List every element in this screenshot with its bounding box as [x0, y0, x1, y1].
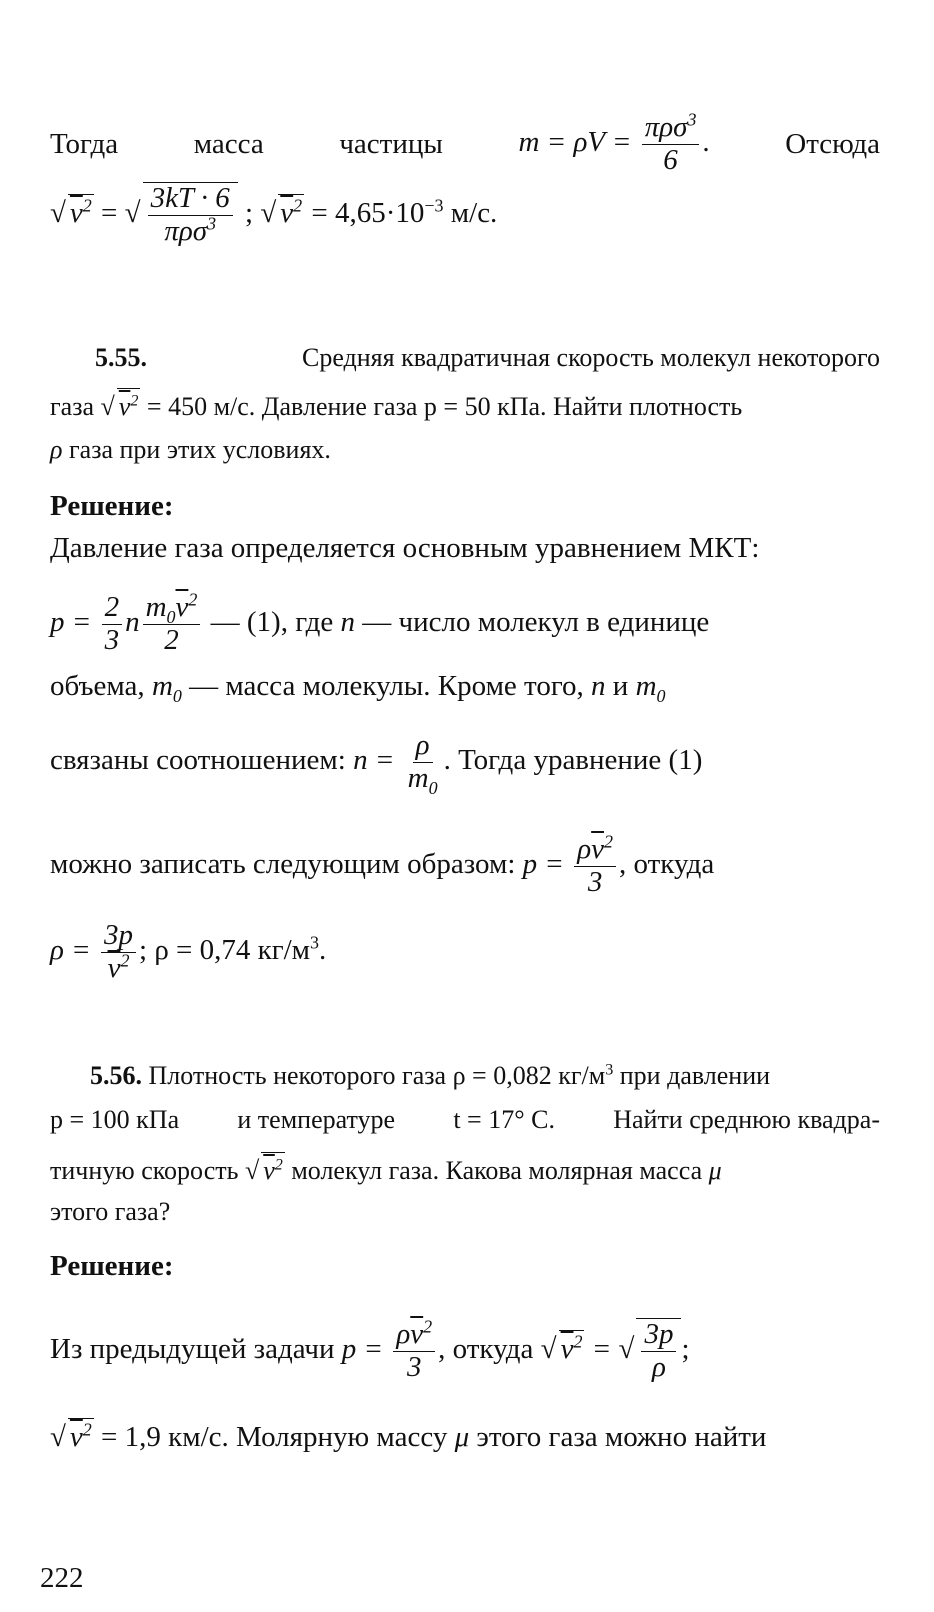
word-togda: Тогда [50, 128, 119, 161]
solution-556-line2: √ $\overline{v}^2 = 1,9$ км/с. Молярную массу μ этого газа можно найти [50, 1418, 880, 1455]
n-equation: n = $\frac{\rho}{m_0}$ [353, 729, 438, 798]
word-otsyuda: Отсюда [785, 128, 880, 161]
solution-555-line4: связаны соотношением: n = $\frac{\rho}{m_0}$ . Тогда уравнение (1) [50, 729, 703, 798]
problem-555-line3: ρ газа при этих условиях. [50, 435, 331, 464]
rms-velocity-formula: √ $\overline{v}^2$ = √ $\frac{3p}{\rho}$ [541, 1333, 682, 1365]
mass-line [50, 109, 880, 177]
pressure-equation: p = $\frac{\rho\overline{v}^2}{3}$ [523, 848, 619, 880]
problem-555-line1 [95, 340, 880, 376]
velocity-result: = $4,65\cdot 10^{-3}$ м/с. [311, 195, 498, 230]
solution-555-line2: p = $\frac{2}{3}$ n $\frac{m_0\overline{v}^2}{2}$ — (1), где n — число молекул в единице [50, 589, 710, 656]
word-massa: масса [193, 128, 264, 161]
problem-556-line1: 5.56. Плотность некоторого газа ρ = 0,082 $кг/м^3$ при давлении [90, 1061, 771, 1090]
sqrt-expression: √ $\frac{3kT \cdot 6}{\pi\rho\sigma^3}$ [125, 197, 238, 229]
solution-555-line1: Давление газа определяется основным уравнением МКТ: [50, 532, 760, 564]
solution-555-line6: ρ = $\frac{3p}{\overline{v}^2}$ ; ρ = 0,74 $кг/м^3$. [50, 919, 327, 984]
word-chasticy: частицы [339, 128, 443, 161]
rms-velocity-symbol-2: √ $\overline{v}^2$ [260, 197, 304, 229]
problem-555-line2: газа √ $\overline{v}^2 = 450$ м/с. Давление газа p = 50 кПа. Найти плотность [50, 388, 880, 425]
problem-556-line2: p = 100 кПа и температуре t = 17° C. Найти среднюю квадра- [50, 1105, 880, 1134]
mass-fraction: $\frac{\pi\rho\sigma^3}{6}$ [642, 112, 700, 177]
mass-formula-lhs: m = ρV = [518, 126, 639, 159]
mkt-equation: p = $\frac{2}{3}$ n $\frac{m_0\overline{v}^2}{2}$ [50, 606, 203, 638]
density-equation: ρ = $\frac{3p}{\overline{v}^2}$ [50, 934, 139, 966]
rms-velocity-symbol-3: √ $\overline{v}^2$ [101, 392, 141, 421]
solution-556-label: Решение: [50, 1250, 174, 1282]
pressure-equation-2: p = $\frac{\rho\overline{v}^2}{3}$ [342, 1333, 438, 1365]
problem-556-line4: этого газа? [50, 1197, 171, 1226]
rms-velocity-symbol-5: √ $\overline{v}^2$ [50, 1421, 94, 1453]
velocity-formula-line: √ $\overline{v}^2$ = √ $\frac{3kT \cdot 6}{\pi\rho\sigma^3}$ ; √ $\overline{v}^2 = 4,65\cdot 10^{-3}$ м/с. [50, 182, 880, 248]
problem-556-number: 5.56. [90, 1061, 142, 1090]
mass-formula: m = ρV = $\frac{\pi\rho\sigma^3}{6}$ . [518, 109, 710, 176]
problem-555-text1: Средняя квадратичная скорость молекул некоторого [301, 343, 880, 372]
rms-velocity-symbol-4: √ $\overline{v}^2$ [245, 1156, 285, 1185]
rms-velocity-symbol: √ $\overline{v}^2$ [50, 197, 94, 229]
solution-555-label: Решение: [50, 490, 174, 522]
solution-556-line1: Из предыдущей задачи p = $\frac{\rho\overline{v}^2}{3}$ , откуда √ $\overline{v}^2$ = √ $\frac{3p}{\rho}$ ; [50, 1318, 880, 1384]
solution-555-line5: можно записать следующим образом: p = $\frac{\rho\overline{v}^2}{3}$ , откуда [50, 831, 715, 898]
solution-555-line3: объема, $m_0$ — масса молекулы. Кроме того, n и $m_0$ [50, 670, 666, 706]
page-number: 222 [40, 1562, 84, 1594]
problem-556-line3: тичную скорость √ $\overline{v}^2$ молекул газа. Какова молярная масса μ [50, 1152, 880, 1189]
problem-555-number: 5.55. [95, 343, 147, 372]
